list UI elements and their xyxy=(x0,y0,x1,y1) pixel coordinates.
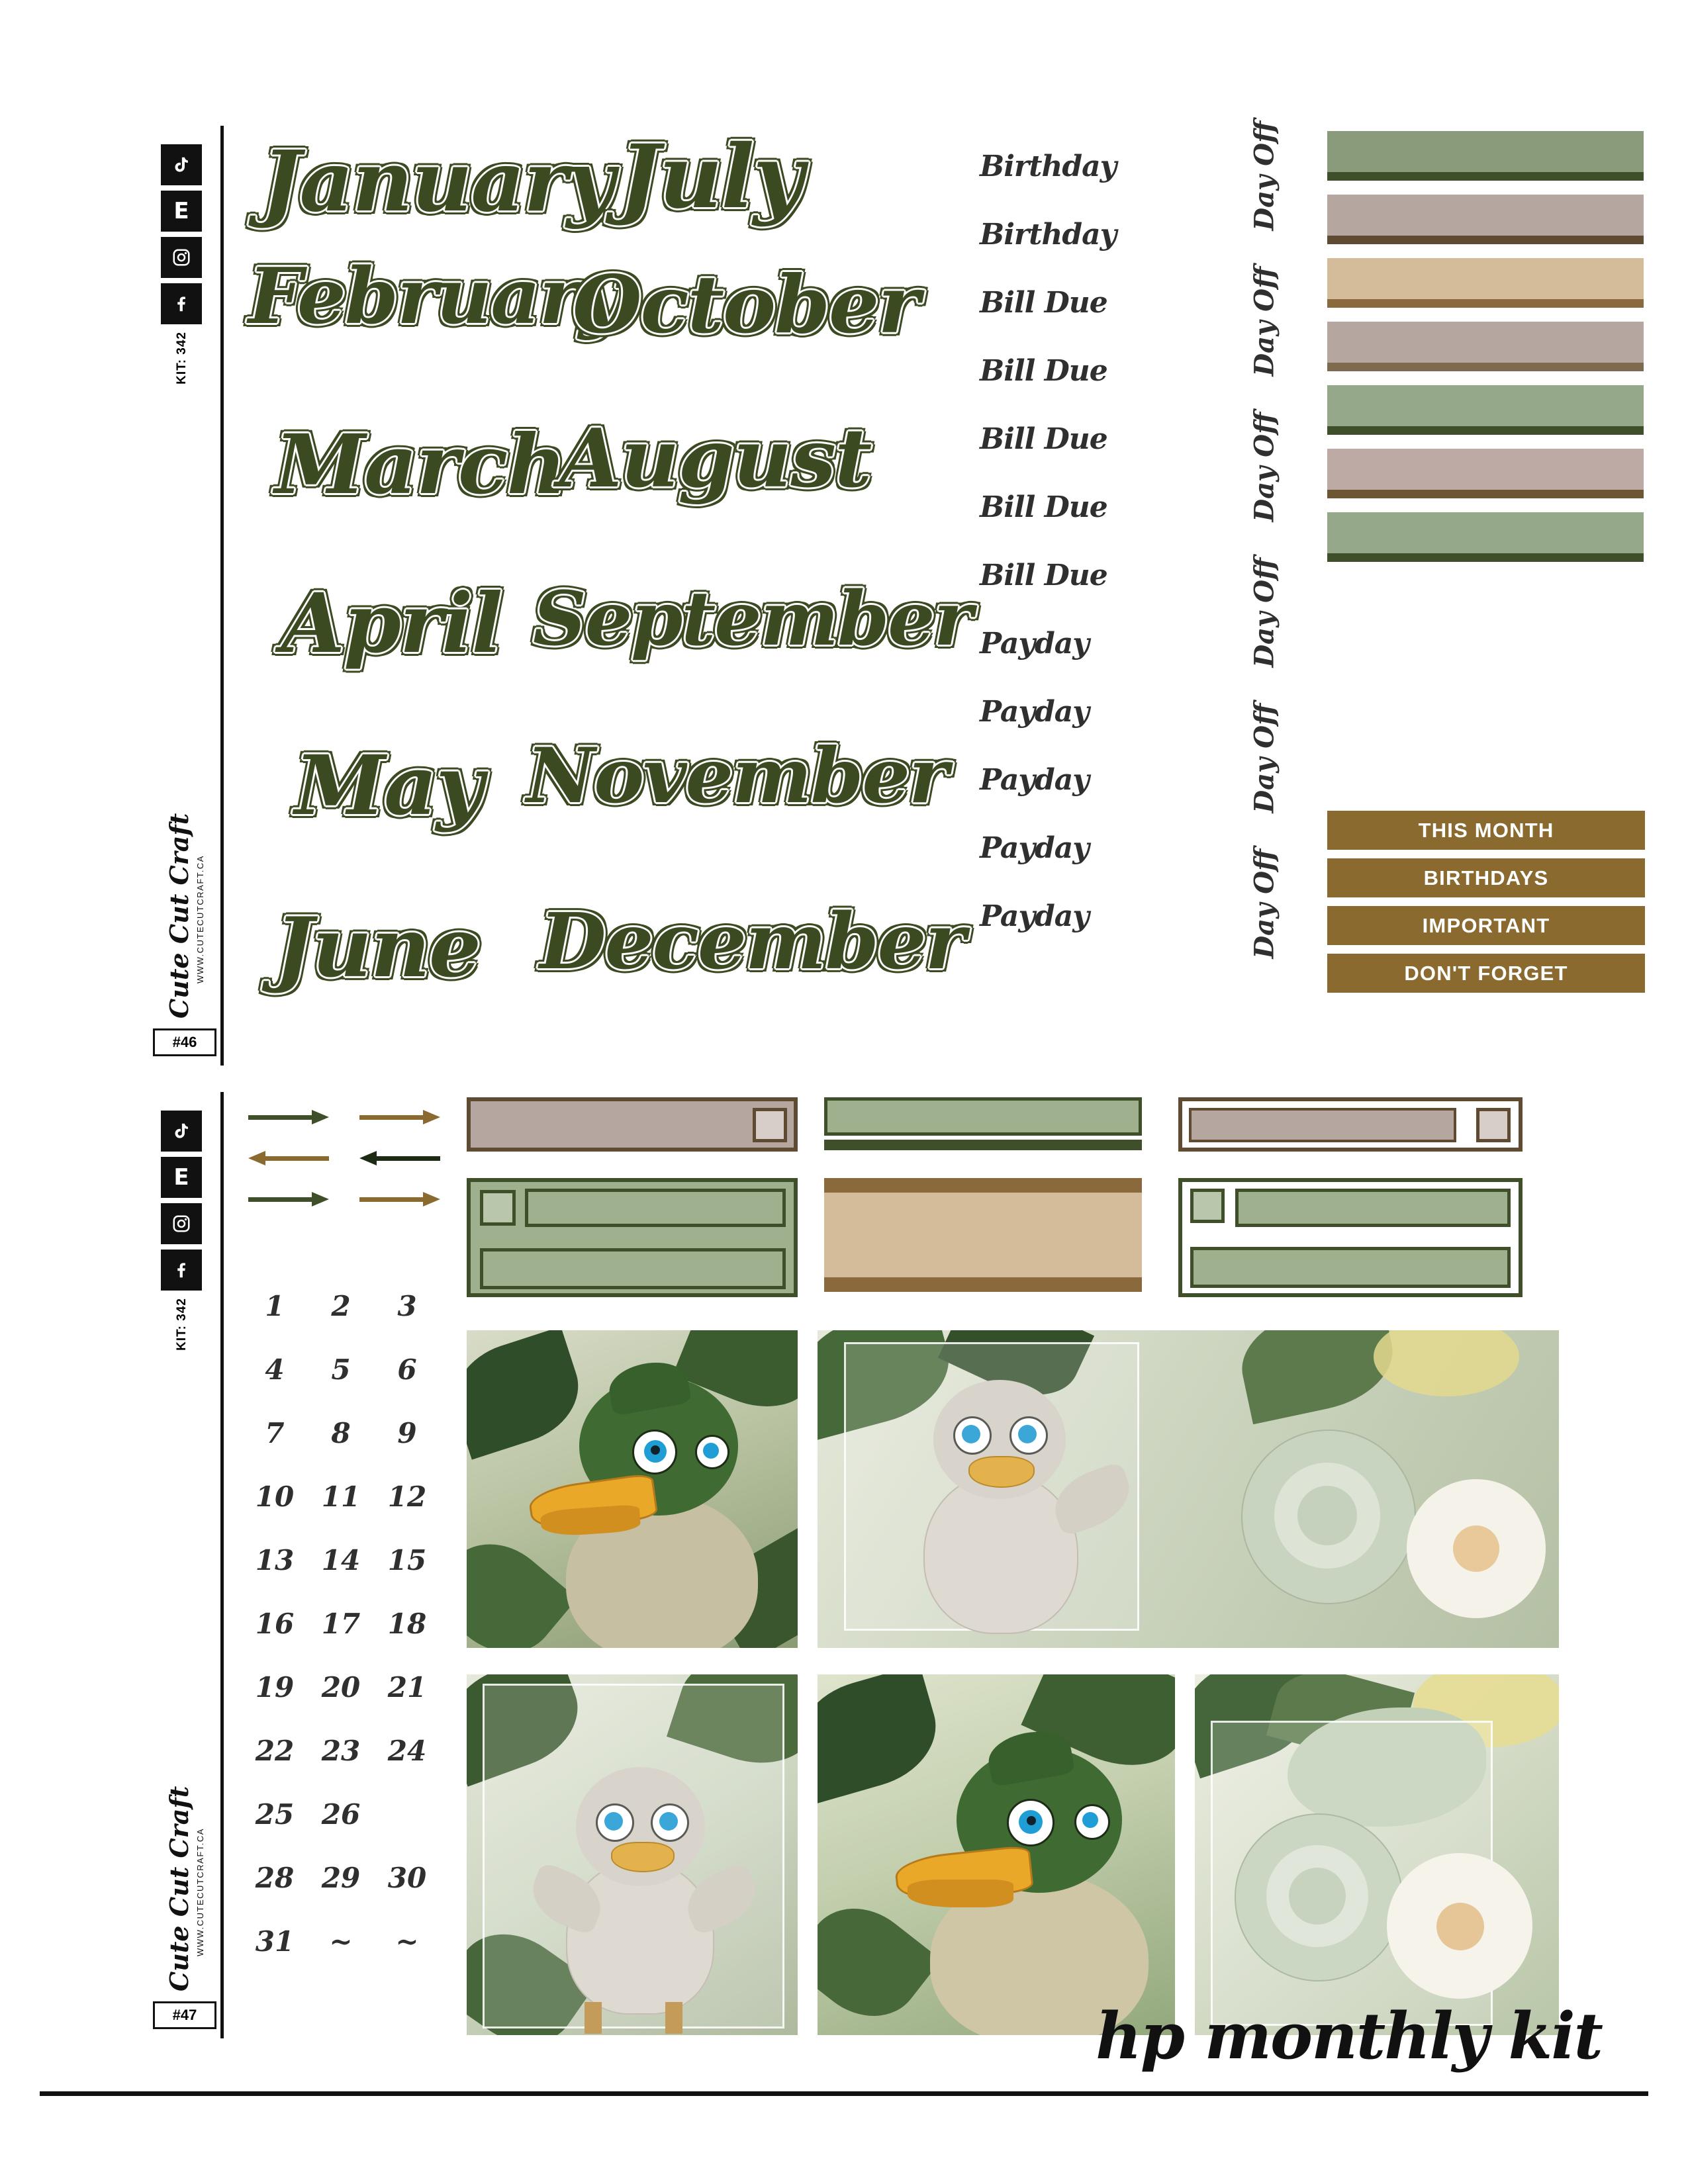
header-this-month: THIS MONTH xyxy=(1327,811,1645,850)
banner-fill xyxy=(1189,1108,1456,1142)
date-row xyxy=(242,1782,440,1846)
facebook-icon xyxy=(161,1250,202,1291)
facebook-icon xyxy=(161,283,202,324)
checkbox-square xyxy=(1476,1108,1511,1142)
brand-url: WWW.CUTECUTCRAFT.CA xyxy=(195,855,205,983)
tiktok-icon xyxy=(161,1111,202,1152)
etsy-icon: E xyxy=(161,191,202,232)
color-block-bar xyxy=(1327,172,1644,181)
event-label-row xyxy=(980,132,1198,201)
date-row xyxy=(242,1465,440,1528)
header-important: IMPORTANT xyxy=(1327,906,1645,945)
color-block-fill xyxy=(1327,258,1644,299)
event-label: Payday xyxy=(980,831,1089,865)
day-off-label: Day Off xyxy=(1248,848,1280,959)
date-number: 17 xyxy=(321,1607,361,1640)
event-label-row xyxy=(980,201,1198,269)
event-label-row xyxy=(980,337,1198,405)
arrow-sticker-group xyxy=(248,1099,440,1228)
month-titles-group xyxy=(242,126,972,1052)
date-number: 7 xyxy=(265,1416,285,1449)
event-label-row xyxy=(980,269,1198,337)
color-block-fill xyxy=(1327,131,1644,172)
event-label: Bill Due xyxy=(980,490,1107,524)
checkbox-square xyxy=(480,1190,516,1226)
photo-floral-rose-daisy xyxy=(1195,1674,1559,2035)
event-label: Payday xyxy=(980,695,1089,729)
sticker-sheet-47 xyxy=(142,1092,1562,2038)
date-number: ~ xyxy=(395,1925,419,1958)
brand-url: WWW.CUTECUTCRAFT.CA xyxy=(195,1828,205,1956)
photo-grey-duckling-portrait xyxy=(467,1674,798,2035)
banner-sage-double-outline xyxy=(467,1178,798,1297)
event-label-row xyxy=(980,814,1198,882)
month-november: November xyxy=(526,731,947,820)
date-row xyxy=(242,1528,440,1592)
color-block-bar xyxy=(1327,363,1644,371)
event-label-row xyxy=(980,405,1198,473)
color-block-bar xyxy=(1327,426,1644,435)
day-off-column xyxy=(1228,120,1301,1019)
day-off-label: Day Off xyxy=(1248,120,1280,231)
date-row xyxy=(242,1401,440,1465)
date-number-grid xyxy=(242,1274,440,1973)
page-title: hp monthly kit xyxy=(1096,1999,1602,2073)
date-number: 26 xyxy=(321,1797,361,1831)
photo-sticker-group xyxy=(467,1330,1566,2035)
brand-logo xyxy=(164,813,205,1019)
banner-taupe-with-square-2 xyxy=(1178,1097,1523,1152)
day-off-label: Day Off xyxy=(1248,557,1280,668)
banner-bottom-bar xyxy=(824,1277,1142,1292)
banner-sage-split xyxy=(1178,1178,1523,1297)
banner-line-2 xyxy=(480,1248,786,1289)
banner-top-bar xyxy=(824,1178,1142,1193)
sheet-number-47: #47 xyxy=(153,2001,216,2029)
date-number: 10 xyxy=(255,1480,295,1513)
rail-divider xyxy=(220,1092,224,2038)
color-block xyxy=(1327,385,1644,435)
color-block-fill xyxy=(1327,322,1644,363)
banner-fill xyxy=(824,1097,1142,1136)
month-march: March xyxy=(275,417,565,513)
header-birthdays: BIRTHDAYS xyxy=(1327,858,1645,897)
arrow-right-green-icon-2 xyxy=(248,1190,329,1208)
footer-divider xyxy=(40,2091,1648,2096)
photo-grey-duckling-roses xyxy=(818,1330,1559,1648)
color-block xyxy=(1327,258,1644,308)
date-number: 20 xyxy=(321,1670,361,1704)
day-off-label: Day Off xyxy=(1248,266,1280,377)
event-label: Bill Due xyxy=(980,422,1107,456)
date-number: 6 xyxy=(397,1353,417,1386)
sheet1-side-rail xyxy=(142,126,228,1066)
date-number: 19 xyxy=(255,1670,295,1704)
date-row xyxy=(242,1655,440,1719)
date-number: 3 xyxy=(397,1289,417,1322)
arrow-left-dark-icon xyxy=(359,1149,440,1167)
color-block-bar xyxy=(1327,490,1644,498)
date-number: 25 xyxy=(255,1797,295,1831)
month-june: June xyxy=(275,900,480,996)
tiktok-icon xyxy=(161,144,202,185)
date-number: 31 xyxy=(255,1925,295,1958)
day-off-label: Day Off xyxy=(1248,412,1280,522)
header-dont-forget: DON'T FORGET xyxy=(1327,954,1645,993)
event-label: Bill Due xyxy=(980,286,1107,320)
date-number: 30 xyxy=(387,1861,427,1894)
date-number: 29 xyxy=(321,1861,361,1894)
date-row xyxy=(242,1338,440,1401)
brand-name: Cute Cut Craft xyxy=(164,1786,194,1991)
month-april: April xyxy=(281,576,502,672)
month-may: May xyxy=(295,738,483,834)
checkbox-square xyxy=(1190,1189,1225,1223)
kit-number-label: KIT: 342 xyxy=(175,1298,189,1351)
date-number: 21 xyxy=(387,1670,427,1704)
arrow-left-brown-icon xyxy=(248,1149,329,1167)
banner-line-2 xyxy=(1190,1247,1511,1288)
date-row xyxy=(242,1592,440,1655)
event-label: Bill Due xyxy=(980,354,1107,388)
event-label-row xyxy=(980,882,1198,950)
color-block xyxy=(1327,449,1644,498)
date-number: 14 xyxy=(321,1543,361,1576)
banner-tan-solid xyxy=(824,1178,1142,1297)
sheet-number-46: #46 xyxy=(153,1028,216,1056)
instagram-icon xyxy=(161,1203,202,1244)
color-block-fill xyxy=(1327,512,1644,553)
banner-taupe-with-square xyxy=(467,1097,798,1152)
banner-fill xyxy=(824,1193,1142,1277)
date-number: 9 xyxy=(397,1416,417,1449)
photo-green-duck-closeup xyxy=(467,1330,798,1648)
kit-number-label: KIT: 342 xyxy=(175,332,189,385)
event-label: Birthday xyxy=(980,150,1117,183)
date-row xyxy=(242,1719,440,1782)
color-block xyxy=(1327,512,1644,562)
event-label: Bill Due xyxy=(980,559,1107,592)
color-block xyxy=(1327,195,1644,244)
color-block-column xyxy=(1327,131,1645,576)
month-september: September xyxy=(533,576,972,662)
date-number: 4 xyxy=(265,1353,285,1386)
arrow-right-green-icon xyxy=(248,1108,329,1126)
date-number: 23 xyxy=(321,1734,361,1767)
month-january: January xyxy=(261,132,614,230)
photo-green-duck-profile xyxy=(818,1674,1175,2035)
etsy-icon: E xyxy=(161,1157,202,1198)
date-number: 5 xyxy=(331,1353,351,1386)
event-label: Birthday xyxy=(980,218,1117,251)
color-block-fill xyxy=(1327,385,1644,426)
event-label-column xyxy=(980,132,1198,950)
color-block-fill xyxy=(1327,449,1644,490)
brand-logo xyxy=(164,1786,205,1991)
color-block-fill xyxy=(1327,195,1644,236)
event-label-row xyxy=(980,610,1198,678)
event-label: Payday xyxy=(980,627,1089,660)
event-label: Payday xyxy=(980,763,1089,797)
date-number: 11 xyxy=(321,1480,361,1513)
color-block-bar xyxy=(1327,236,1644,244)
date-row xyxy=(242,1274,440,1338)
date-row xyxy=(242,1909,440,1973)
brand-name: Cute Cut Craft xyxy=(164,813,194,1019)
date-number: 12 xyxy=(387,1480,427,1513)
date-number: 24 xyxy=(387,1734,427,1767)
date-number: 28 xyxy=(255,1861,295,1894)
date-number: 15 xyxy=(387,1543,427,1576)
date-number: 1 xyxy=(265,1289,285,1322)
sticker-sheet-46 xyxy=(142,120,1568,1066)
header-sticker-group xyxy=(1327,811,1645,1001)
day-off-label: Day Off xyxy=(1248,703,1280,813)
event-label-row xyxy=(980,541,1198,610)
month-december: December xyxy=(539,897,964,987)
sheet2-side-rail xyxy=(142,1092,228,2038)
date-number: 22 xyxy=(255,1734,295,1767)
date-row xyxy=(242,1846,440,1909)
arrow-right-brown-icon xyxy=(359,1108,440,1126)
date-number: 8 xyxy=(331,1416,351,1449)
event-label-row xyxy=(980,678,1198,746)
arrow-right-brown-icon-2 xyxy=(359,1190,440,1208)
month-october: October xyxy=(573,258,919,351)
date-number: 13 xyxy=(255,1543,295,1576)
month-august: August xyxy=(559,410,871,506)
date-number: ~ xyxy=(329,1925,353,1958)
banner-line-1 xyxy=(525,1189,786,1227)
event-label-row xyxy=(980,746,1198,814)
color-block-bar xyxy=(1327,553,1644,562)
instagram-icon xyxy=(161,237,202,278)
event-label-row xyxy=(980,473,1198,541)
rail-divider xyxy=(220,126,224,1066)
color-block xyxy=(1327,322,1644,371)
color-block xyxy=(1327,131,1644,181)
banner-underline xyxy=(824,1140,1142,1150)
date-number: 2 xyxy=(331,1289,351,1322)
banner-sticker-group xyxy=(467,1092,1566,1320)
event-label: Payday xyxy=(980,899,1089,933)
banner-line-1 xyxy=(1235,1189,1511,1227)
month-july: July xyxy=(619,126,803,228)
banner-sage-underline xyxy=(824,1097,1142,1152)
color-block-bar xyxy=(1327,299,1644,308)
checkbox-square xyxy=(753,1108,787,1142)
month-february: February xyxy=(248,251,622,341)
date-number: 18 xyxy=(387,1607,427,1640)
date-number: 16 xyxy=(255,1607,295,1640)
